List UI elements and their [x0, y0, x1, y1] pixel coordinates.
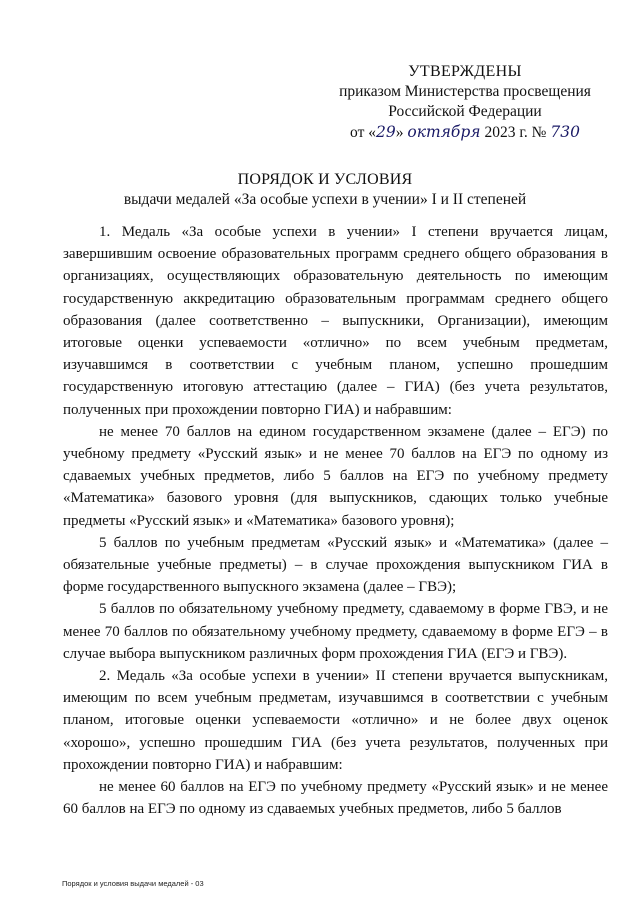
- document-title: ПОРЯДОК И УСЛОВИЯ: [237, 171, 413, 188]
- paragraph: 2. Медаль «За особые успехи в учении» II степени вручается выпускникам, имеющим по всем учебным предметам, изучавшимся в соответствии с учебным планом, итоговые оценки успеваемости «отлично» и не более двух оценок «хорошо», успешно прошедшим ГИА (без учета результатов, полученных при прохождении повторно ГИА) и набравшим:: [63, 668, 608, 773]
- date-mid: »: [395, 124, 408, 141]
- approval-line-2: Российской Федерации: [388, 103, 542, 120]
- page-footer: Порядок и условия выдачи медалей - 03: [62, 879, 204, 888]
- date-year: 2023 г. №: [480, 124, 551, 141]
- approval-title: УТВЕРЖДЕНЫ: [408, 63, 522, 80]
- approval-line-1: приказом Министерства просвещения: [339, 83, 591, 100]
- document-subtitle: выдачи медалей «За особые успехи в учении» I и II степеней: [123, 191, 527, 208]
- approval-block: [320, 62, 610, 143]
- paragraph: не менее 60 баллов на ЕГЭ по учебному предмету «Русский язык» и не менее 60 баллов на ЕГЭ по одному из сдаваемых учебных предметов, либо 5 баллов: [63, 779, 608, 818]
- paragraph: 5 баллов по обязательному учебному предмету, сдаваемому в форме ГВЭ, и не менее 70 баллов по обязательному учебному предмету, сдаваемому в форме ЕГЭ – в случае выбора выпускником различных форм прохождения ГИА (ЕГЭ и ГВЭ).: [63, 601, 608, 662]
- date-month-handwritten: октября: [407, 123, 481, 141]
- order-number-handwritten: 730: [550, 123, 580, 141]
- date-day-handwritten: 29: [376, 123, 396, 141]
- paragraph: не менее 70 баллов на едином государственном экзамене (далее – ЕГЭ) по учебному предмету «Русский язык» и не менее 70 баллов на ЕГЭ по одному из сдаваемых учебных предметов, либо 5 баллов на ЕГЭ по учебному предмету «Математика» базового уровня (для выпускников, сдающих только учебные предметы «Русский язык» и «Математика» базового уровня);: [63, 423, 608, 529]
- date-prefix: от «: [350, 124, 376, 141]
- paragraph: 1. Медаль «За особые успехи в учении» I степени вручается лицам, завершившим освоение образовательных программ среднего общего образования в организациях, осуществляющих образовательную деятельность по имеющим государственную аккредитацию образовательным программам среднего общего образования (далее соответственно – выпускники, Организации), имеющим итоговые оценки успеваемости «отлично» по всем учебным предметам, изучавшимся в соответствии с учебным планом, успешно прошедшим государственную итоговую аттестацию (далее – ГИА) (без учета результатов, полученных при прохождении повторно ГИА) и набравшим:: [63, 224, 608, 418]
- paragraph: 5 баллов по учебным предметам «Русский язык» и «Математика» (далее – обязательные учебные предметы) – в случае прохождения выпускником ГИА в форме государственного выпускного экзамена (далее – ГВЭ);: [63, 534, 608, 596]
- document-title-block: [40, 170, 610, 210]
- approval-date-line: [320, 122, 610, 143]
- document-body: [63, 221, 608, 820]
